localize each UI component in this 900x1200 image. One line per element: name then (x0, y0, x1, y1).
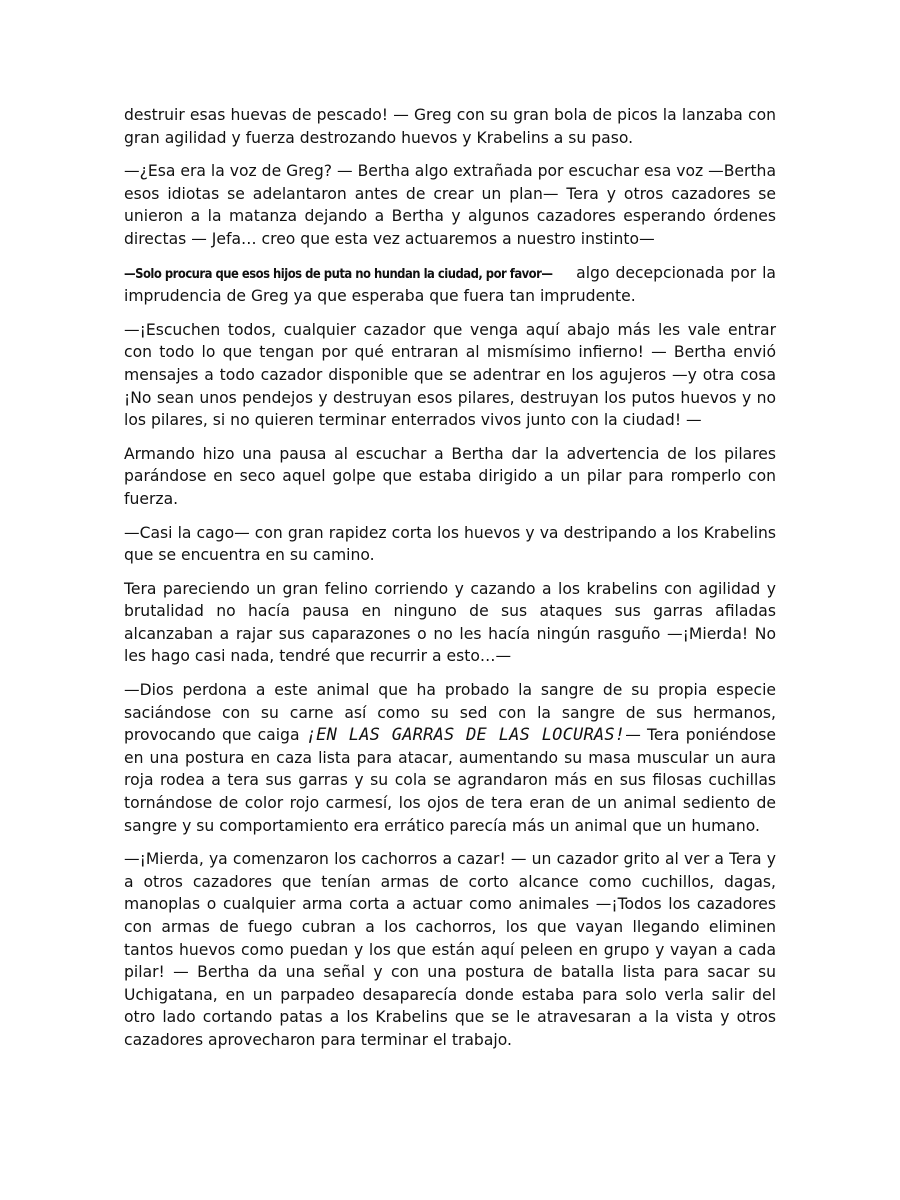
paragraph-9: —¡Mierda, ya comenzaron los cachorros a cazar! — un cazador grito al ver a Tera y a otros cazadores que tenían armas de corto alcance como cuchillos, dagas, manoplas o cualquier arma corta a actuar como animales —¡Todos los cazadores con armas de fuego cubran a los cachorros, los que vayan llegando eliminen tantos huevos como puedan y los que están aquí peleen en grupo y vayan a cada pilar! — Bertha da una señal y con una postura de batalla lista para sacar su Uchigatana, en un parpadeo desaparecía donde estaba para solo verla salir del otro lado cortando patas a los Krabelins que se le atravesaran a la vista y otros cazadores aprovecharon para terminar el trabajo. (124, 850, 776, 1049)
paragraph-1: destruir esas huevas de pescado! — Greg con su gran bola de picos la lanzaba con gran agilidad y fuerza destrozando huevos y Krabelins a su paso. (124, 106, 776, 147)
paragraph-4: —¡Escuchen todos, cualquier cazador que venga aquí abajo más les vale entrar con todo lo que tengan por qué entraran al mismísimo infierno! — Bertha envió mensajes a todo cazador disponible que se adentrar en los agujeros —y otra cosa ¡No sean unos pendejos y destruyan esos pilares, destruyan los putos huevos y no los pilares, si no quieren terminar enterrados vivos junto con la ciudad! — (124, 320, 776, 430)
document-page (124, 104, 776, 1063)
shouted-dialogue: —Solo procura que esos hijos de puta no hundan la ciudad, por favor— (124, 265, 553, 282)
paragraph-3 (124, 262, 776, 308)
paragraph-8 (124, 679, 776, 837)
handwritten-spell: ¡EN LAS GARRAS DE LAS LOCURAS! (305, 725, 626, 746)
paragraph-8-before: —Dios perdona a este animal que ha probado la sangre de su propia especie saciándose con su carne así como su sed con la sangre de sus hermanos, provocando que caiga (124, 681, 776, 745)
paragraph-5: Armando hizo una pausa al escuchar a Bertha dar la advertencia de los pilares parándose en seco aquel golpe que estaba dirigido a un pilar para romperlo con fuerza. (124, 444, 776, 508)
paragraph-7: Tera pareciendo un gran felino corriendo y cazando a los krabelins con agilidad y brutalidad no hacía pausa en ninguno de sus ataques sus garras afiladas alcanzaban a rajar sus caparazones o no les hacía ningún rasguño —¡Mierda! No les hago casi nada, tendré que recurrir a esto…— (124, 579, 776, 666)
paragraph-2: —¿Esa era la voz de Greg? — Bertha algo extrañada por escuchar esa voz —Bertha esos idiotas se adelantaron antes de crear un plan— Tera y otros cazadores se unieron a la matanza dejando a Bertha y algunos cazadores esperando órdenes directas — Jefa… creo que esta vez actuaremos a nuestro instinto— (124, 162, 776, 248)
paragraph-6: —Casi la cago— con gran rapidez corta los huevos y va destripando a los Krabelins que se encuentra en su camino. (124, 523, 776, 565)
paragraph-8-after: — Tera poniéndose en una postura en caza lista para atacar, aumentando su masa muscular un aura roja rodea a tera sus garras y su cola se agrandaron más en sus filosas cuchillas tornándose de color rojo carmesí, los ojos de tera eran de un animal sediento de sangre y su comportamiento era errático parecía más un animal que un humano. (124, 726, 777, 835)
paragraph-3-rest: algo decepcionada por la imprudencia de Greg ya que esperaba que fuera tan imprudente. (124, 263, 776, 306)
